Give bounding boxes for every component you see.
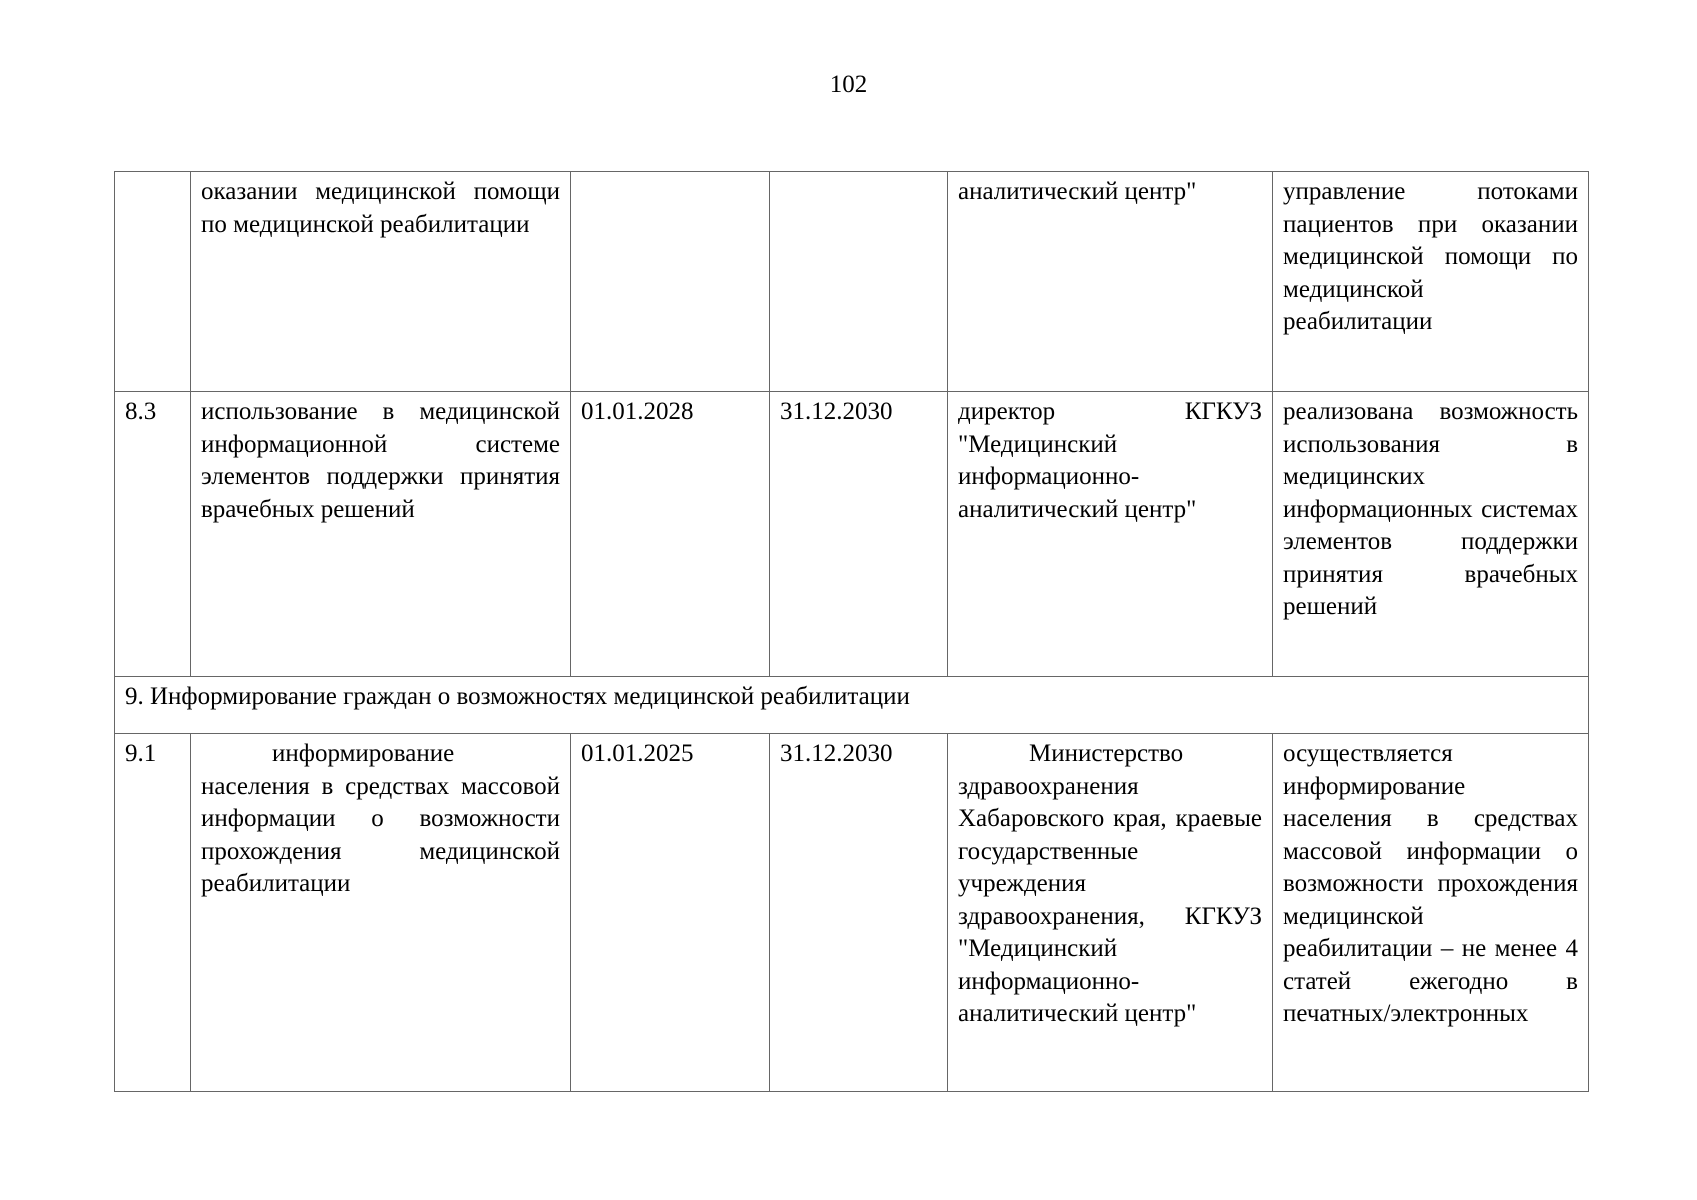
cell-num xyxy=(115,172,191,392)
cell-measure: использование в медицинской информационной системе элементов поддержки принятия врачебных решений xyxy=(191,392,571,677)
cell-start-date: 01.01.2028 xyxy=(571,392,770,677)
cell-result: управление потоками пациентов при оказании медицинской помощи по медицинской реабилитации xyxy=(1273,172,1589,392)
cell-end-date: 31.12.2030 xyxy=(770,392,948,677)
cell-num: 8.3 xyxy=(115,392,191,677)
cell-end-date: 31.12.2030 xyxy=(770,734,948,1092)
cell-measure: информирование населения в средствах массовой информации о возможности прохождения медицинской реабилитации xyxy=(191,734,571,1092)
table-row-9-1 xyxy=(115,734,1589,1092)
section-title: 9. Информирование граждан о возможностях медицинской реабилитации xyxy=(115,677,1589,734)
cell-num: 9.1 xyxy=(115,734,191,1092)
cell-start-date xyxy=(571,172,770,392)
cell-end-date xyxy=(770,172,948,392)
cell-start-date: 01.01.2025 xyxy=(571,734,770,1092)
cell-result: реализована возможность использования в медицинских информационных системах элементов поддержки принятия врачебных решений xyxy=(1273,392,1589,677)
measures-table xyxy=(114,171,1589,1092)
cell-responsible: директор КГКУЗ "Медицинский информационно-аналитический центр" xyxy=(948,392,1273,677)
table-row-continued xyxy=(115,172,1589,392)
page-number: 102 xyxy=(829,71,868,98)
cell-result: осуществляется информирование населения в средствах массовой информации о возможности прохождения медицинской реабилитации – не менее 4 статей ежегодно в печатных/электронных xyxy=(1273,734,1589,1092)
cell-measure: оказании медицинской помощи по медицинской реабилитации xyxy=(191,172,571,392)
cell-responsible: аналитический центр" xyxy=(948,172,1273,392)
cell-responsible: Министерство здравоохранения Хабаровского края, краевые государственные учреждения здравоохранения, КГКУЗ "Медицинский информационно-аналитический центр" xyxy=(948,734,1273,1092)
section-row-9 xyxy=(115,677,1589,734)
table-row-8-3 xyxy=(115,392,1589,677)
